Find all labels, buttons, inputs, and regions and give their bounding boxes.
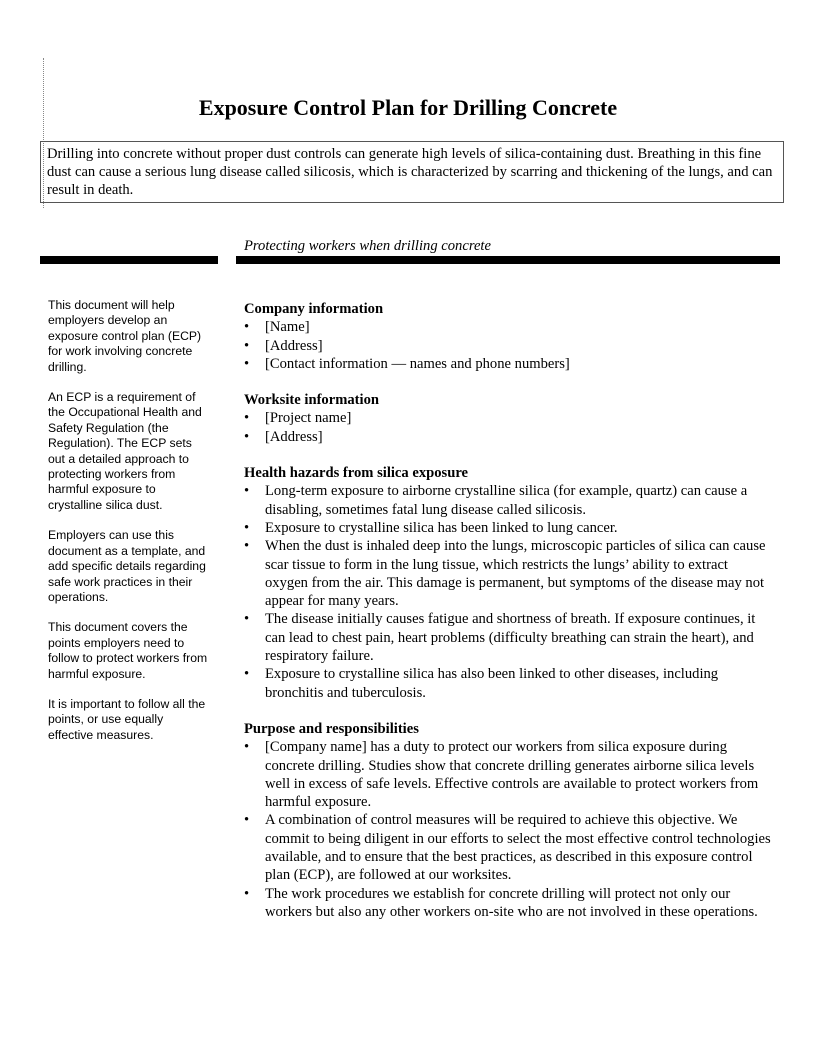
sidebar-paragraph: This document will help employers develop an exposure control plan (ECP) for work involving concrete drilling. <box>48 298 202 374</box>
section-purpose-responsibilities <box>244 720 772 921</box>
bullet-list <box>244 409 772 446</box>
bullet-list <box>244 482 772 702</box>
list-item: • Exposure to crystalline silica has been linked to lung cancer. <box>244 519 772 537</box>
divider-bar-left <box>40 256 218 264</box>
main-content <box>244 300 772 939</box>
list-item: • [Address] <box>244 337 772 355</box>
list-item: • The disease initially causes fatigue and shortness of breath. If exposure continues, it can lead to chest pain, heart problems (difficulty breathing can strain the heart), and respiratory failure. <box>244 610 772 665</box>
document-title: Exposure Control Plan for Drilling Concrete <box>198 95 618 120</box>
list-item: • Long-term exposure to airborne crystalline silica (for example, quartz) can cause a disabling, sometimes fatal lung disease called silicosis. <box>244 482 772 519</box>
list-item: • [Contact information — names and phone numbers] <box>244 355 772 373</box>
sidebar-paragraph: It is important to follow all the points, or use equally effective measures. <box>48 696 206 742</box>
list-item: • [Company name] has a duty to protect our workers from silica exposure during concrete drilling. Studies show that concrete drilling generates airborne silica levels well in excess of safe levels. Effective controls are available to protect workers from harmful exposure. <box>244 738 772 811</box>
list-item: • [Name] <box>244 318 772 336</box>
section-worksite-information <box>244 391 772 446</box>
list-item: • [Project name] <box>244 409 772 427</box>
list-item: • When the dust is inhaled deep into the lungs, microscopic particles of silica can cause scar tissue to form in the lung tissue, which restricts the lungs’ ability to extract oxygen from the air. This damage is permanent, but symptoms of the disease may not appear for many years. <box>244 537 772 610</box>
list-item: • [Address] <box>244 428 772 446</box>
sidebar-paragraph: This document covers the points employers need to follow to protect workers from harmful exposure. <box>48 620 208 681</box>
bullet-list <box>244 738 772 921</box>
sidebar-paragraph: Employers can use this document as a template, and add specific details regarding safe work practices in their operations. <box>48 528 206 604</box>
list-item: • A combination of control measures will be required to achieve this objective. We commit to being diligent in our efforts to select the most effective control technologies available, and to ensure that the best practices, as described in this exposure control plan (ECP), are followed at our worksites. <box>244 811 772 884</box>
divider-bar-right <box>236 256 780 264</box>
section-heading: Health hazards from silica exposure <box>244 465 469 482</box>
list-item: • The work procedures we establish for concrete drilling will protect not only our workers but also any other workers on-site who are not involved in these operations. <box>244 885 772 922</box>
intro-box: Drilling into concrete without proper dust controls can generate high levels of silica-containing dust. Breathing in this fine dust can cause a serious lung disease called silicosis, which is characterized by scarring and thickening of the lungs, and can result in death. <box>40 141 784 203</box>
bullet-list <box>244 318 772 373</box>
section-subtitle: Protecting workers when drilling concrete <box>244 238 491 254</box>
section-heading: Worksite information <box>244 392 379 409</box>
sidebar-paragraph: An ECP is a requirement of the Occupational Health and Safety Regulation (the Regulation). The ECP sets out a detailed approach to protecting workers from harmful exposure to crystalline silica dust. <box>48 390 202 512</box>
section-heading: Company information <box>244 301 384 317</box>
list-item: • Exposure to crystalline silica has also been linked to other diseases, including bronchitis and tuberculosis. <box>244 665 772 702</box>
sidebar-notes <box>48 298 208 758</box>
section-heading: Purpose and responsibilities <box>244 720 419 737</box>
section-health-hazards <box>244 464 772 702</box>
section-company-information <box>244 300 772 373</box>
